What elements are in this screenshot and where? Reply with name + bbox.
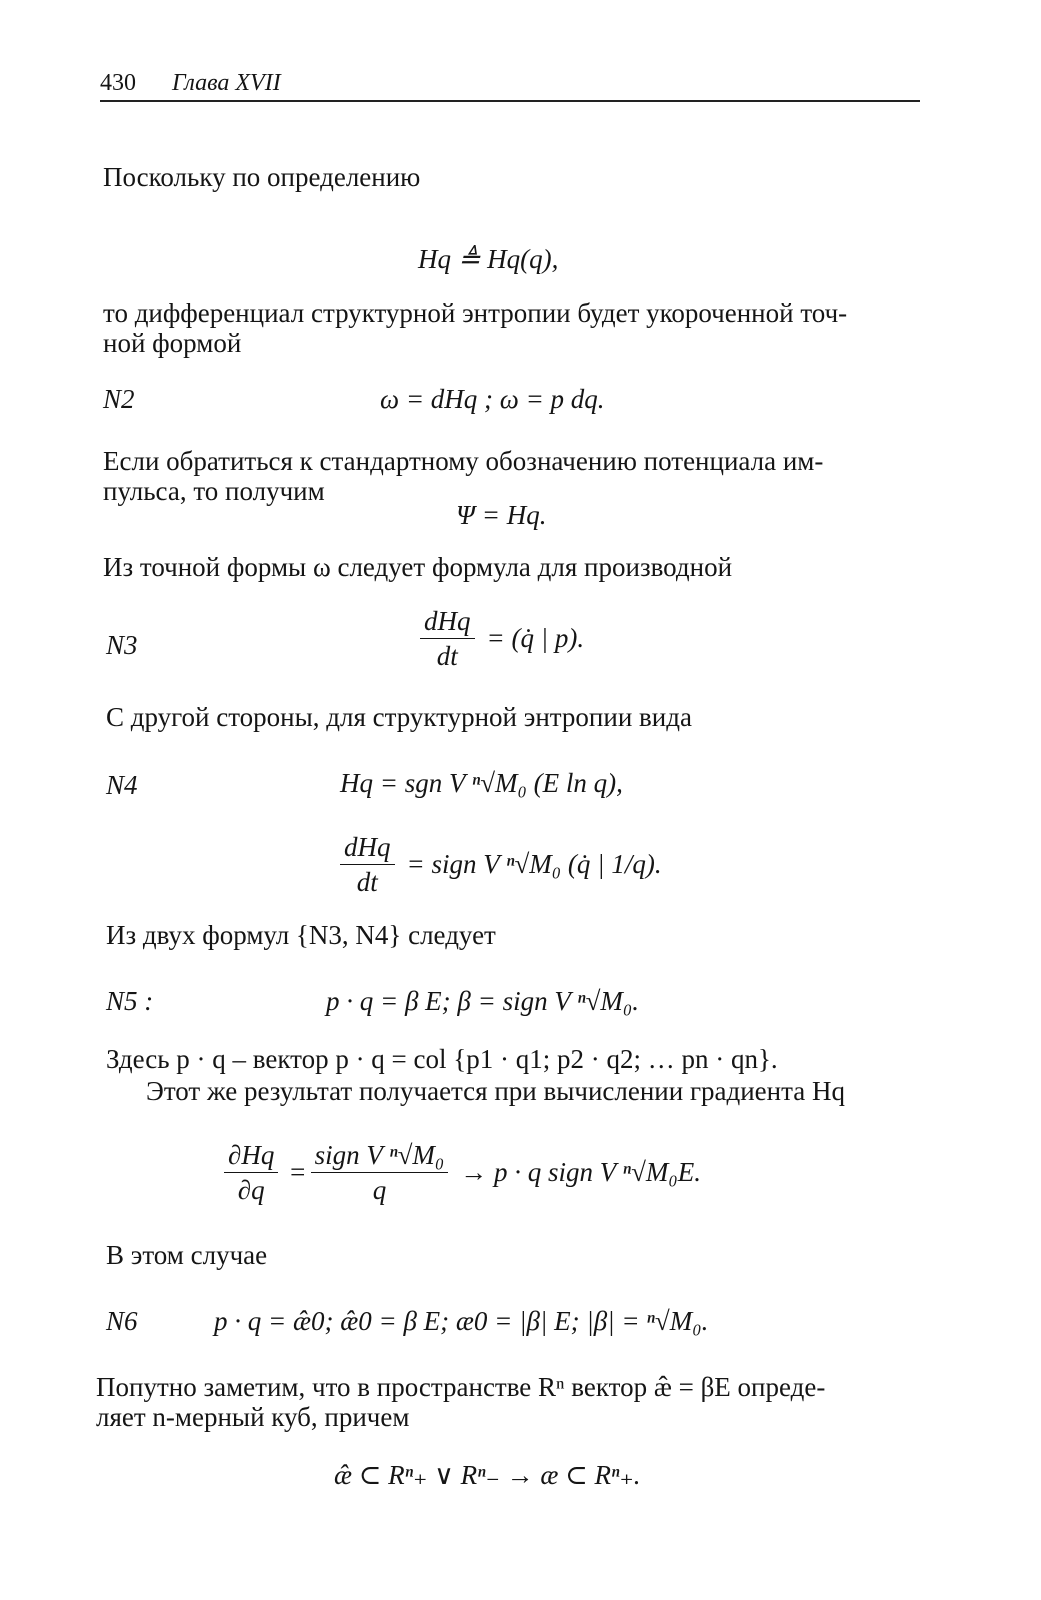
fraction-dhq-dt [420,604,475,673]
paragraph-10-line-2: ляет n-мерный куб, причем [96,1402,410,1432]
fraction-denominator: dt [436,641,458,671]
equation-gradient [224,1138,701,1207]
paragraph-10-line-1: Попутно заметим, что в пространстве Rⁿ вектор æ̂ = βE опреде- [96,1372,826,1402]
fraction-partial-hq [224,1138,278,1207]
paragraph-8: Этот же результат получается при вычислении градиента Hq [146,1076,845,1106]
chapter-title: Глава XVII [172,70,281,96]
fraction-partial-numerator: ∂Hq [224,1138,278,1173]
fraction-sign-denominator: q [372,1175,387,1205]
equation-n2: ω = dHq ; ω = p dq. [380,384,605,414]
paragraph-1: Поскольку по определению [103,162,421,192]
equation-n4-derivative-rhs: = sign V ⁿ√M₀ (q̇ | 1/q). [406,849,662,879]
fraction-dhq-dt-2 [340,830,395,899]
equation-n3-rhs: = (q̇ | p). [486,623,585,653]
paragraph-2-line-2: ной формой [103,328,242,358]
equation-n3 [420,604,584,673]
paragraph-9: В этом случае [106,1240,268,1270]
equation-hq-definition: Hq ≜ Hq(q), [418,244,559,274]
equation-n5: p · q = β E; β = sign V ⁿ√M₀. [326,986,640,1016]
fraction-sign-over-q [311,1138,449,1207]
paragraph-2-line-1: то дифференциал структурной энтропии будет укороченной точ- [103,298,848,328]
equation-psi: Ψ = Hq. [456,500,547,530]
fraction-denominator-2: dt [356,867,378,897]
page-number: 430 [100,70,136,96]
equation-label-n3: N3 [106,630,138,660]
paragraph-3-line-2: пульса, то получим [103,476,325,506]
equation-n6: p · q = æ̂0; æ̂0 = β E; æ0 = |β| E; |β| = ⁿ√M₀. [214,1306,709,1336]
equation-label-n5: N5 : [106,986,154,1016]
equation-n4: Hq = sgn V ⁿ√M₀ (E ln q), [340,768,623,798]
fraction-numerator: dHq [420,604,475,639]
paragraph-5: С другой стороны, для структурной энтропии вида [106,702,692,732]
equation-label-n2: N2 [103,384,135,414]
paragraph-4: Из точной формы ω следует формула для производной [103,552,733,582]
paragraph-7: Здесь p · q – вектор p · q = col {p1 · q1; p2 · q2; … pn · qn}. [106,1044,778,1074]
paragraph-3-line-1: Если обратиться к стандартному обозначению потенциала им- [103,446,824,476]
header-rule [100,100,920,102]
fraction-partial-denominator: ∂q [237,1175,265,1205]
equation-cube: æ̂ ⊂ Rⁿ₊ ∨ Rⁿ₋ → æ ⊂ Rⁿ₊. [334,1460,641,1490]
fraction-numerator-2: dHq [340,830,395,865]
equals-sign: = [288,1157,307,1187]
equation-n4-derivative [340,830,662,899]
equation-label-n6: N6 [106,1306,138,1336]
paragraph-6: Из двух формул {N3, N4} следует [106,920,496,950]
fraction-sign-numerator: sign V ⁿ√M₀ [311,1138,449,1173]
equation-gradient-rhs: → p · q sign V ⁿ√M₀E. [460,1157,702,1187]
equation-label-n4: N4 [106,770,138,800]
